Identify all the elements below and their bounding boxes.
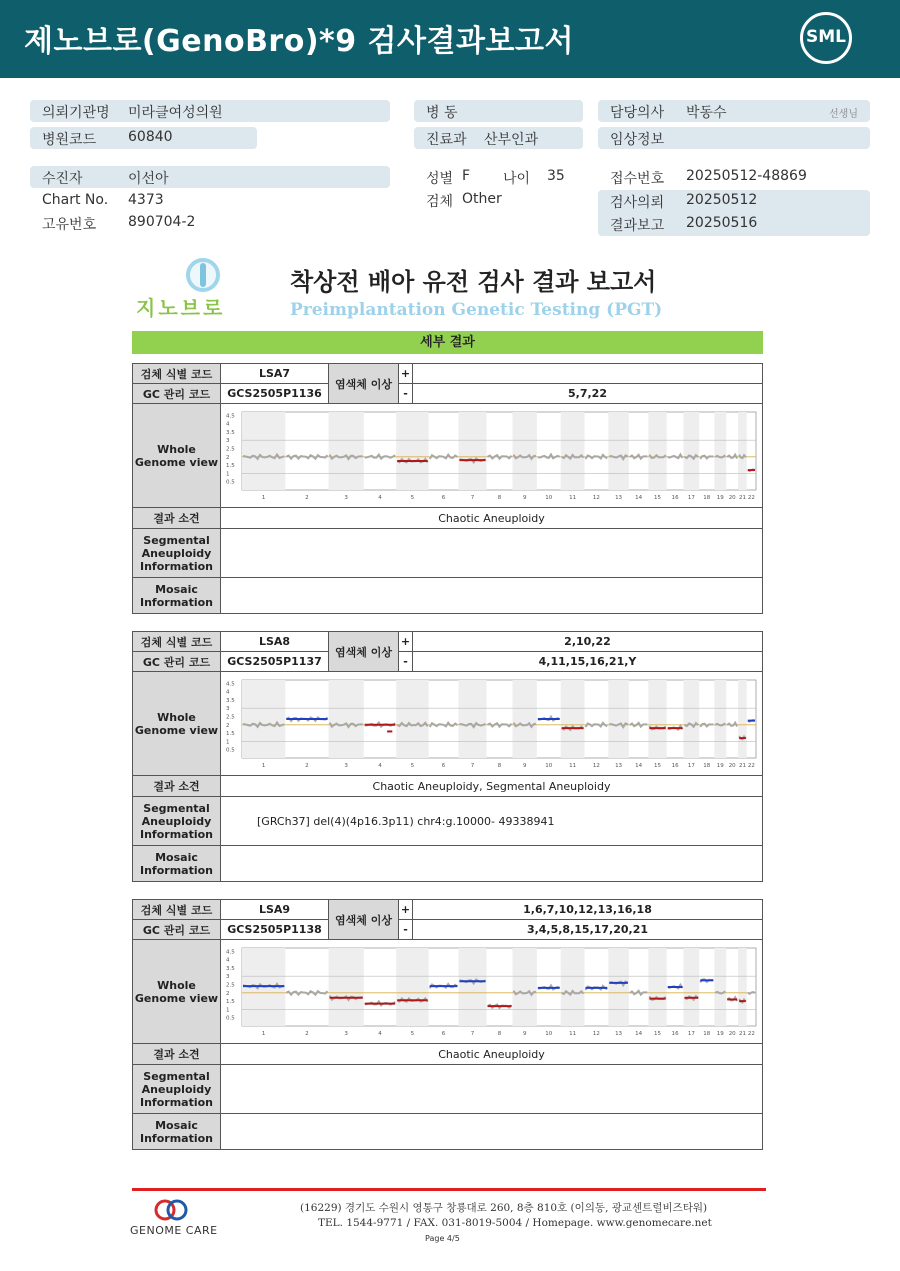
- chromosome-band: [329, 948, 364, 1026]
- x-tick-label: 16: [671, 1031, 679, 1037]
- patient-name-value: 이선아: [128, 171, 169, 187]
- y-tick-label: 4: [226, 689, 230, 696]
- x-tick-label: 19: [716, 495, 724, 501]
- genobro-logo: [134, 258, 246, 318]
- y-tick-label: 4.5: [226, 949, 235, 956]
- specimen-value: Other: [462, 191, 502, 207]
- dna-icon: [200, 263, 206, 287]
- sample-id-label: 검체 식별 코드: [133, 900, 221, 920]
- x-tick-label: 22: [747, 763, 755, 769]
- chromosome-band: [458, 412, 486, 490]
- finding-label: 결과 소견: [133, 508, 221, 529]
- y-tick-label: 1.5: [226, 731, 235, 738]
- chromosome-band: [608, 948, 629, 1026]
- sample-table: [132, 899, 763, 1150]
- x-tick-label: 5: [410, 763, 415, 769]
- y-tick-label: 3.5: [226, 429, 235, 436]
- loss-chromosomes: 3,4,5,8,15,17,20,21: [413, 920, 763, 940]
- sml-logo-text: SML: [806, 27, 846, 47]
- y-tick-label: 4: [226, 957, 230, 964]
- sample-id-label: 검체 식별 코드: [133, 632, 221, 652]
- report-header-bar: [0, 0, 900, 78]
- institution-field: [30, 100, 390, 122]
- x-tick-label: 2: [305, 763, 309, 769]
- doctor-label: 담당의사: [610, 105, 665, 121]
- x-tick-label: 11: [569, 763, 577, 769]
- y-tick-label: 4.5: [226, 413, 235, 420]
- chromosome-band: [396, 680, 428, 758]
- specimen-field: [414, 189, 583, 211]
- finding-value: Chaotic Aneuploidy, Segmental Aneuploidy: [221, 776, 763, 797]
- x-tick-label: 15: [654, 495, 662, 501]
- x-tick-label: 9: [522, 495, 527, 501]
- clinical-info-field: [598, 127, 870, 149]
- footer-contact: TEL. 1544-9771 / FAX. 031-8019-5004 / Homepage. www.genomecare.net: [318, 1217, 712, 1229]
- y-tick-label: 0.5: [226, 747, 235, 754]
- report-date-value: 20250516: [686, 215, 758, 231]
- x-tick-label: 19: [716, 763, 724, 769]
- y-tick-label: 2.5: [226, 446, 235, 453]
- sex-value: F: [462, 168, 471, 184]
- y-tick-label: 3: [226, 438, 230, 445]
- y-tick-label: 3: [226, 974, 230, 981]
- gain-sign: +: [399, 364, 413, 384]
- chromosome-band: [561, 412, 585, 490]
- chromosome-band: [683, 412, 699, 490]
- whole-genome-label: Whole Genome view: [133, 404, 221, 508]
- x-tick-label: 20: [728, 763, 736, 769]
- age-label: 나이: [503, 171, 531, 187]
- whole-genome-chart: [224, 406, 760, 502]
- department-label: 진료과: [426, 132, 467, 148]
- institution-label: 의뢰기관명: [42, 105, 110, 121]
- segmental-value: [221, 1065, 763, 1114]
- chromosome-band: [648, 680, 666, 758]
- chromosome-band: [714, 948, 726, 1026]
- mosaic-label: Mosaic Information: [133, 1114, 221, 1150]
- sample-table: [132, 363, 763, 614]
- x-tick-label: 10: [545, 763, 553, 769]
- chromosome-band: [561, 680, 585, 758]
- x-tick-label: 4: [378, 1031, 382, 1037]
- x-tick-label: 10: [545, 1031, 553, 1037]
- sample-id-label: 검체 식별 코드: [133, 364, 221, 384]
- chromosome-band: [513, 412, 537, 490]
- chromosome-band: [458, 948, 486, 1026]
- sex-label: 성별: [426, 171, 454, 187]
- hospital-code-field: [30, 127, 257, 149]
- chromosome-band: [458, 680, 486, 758]
- y-tick-label: 2.5: [226, 982, 235, 989]
- x-tick-label: 21: [738, 495, 746, 501]
- request-report-field: [598, 190, 870, 236]
- x-tick-label: 13: [615, 495, 623, 501]
- whole-genome-chart-cell: [221, 672, 763, 776]
- sample-block-lsa9: [132, 899, 763, 1150]
- section-title: 세부 결과: [132, 331, 763, 354]
- x-tick-label: 17: [687, 495, 695, 501]
- specimen-label: 검체: [426, 194, 454, 210]
- gain-chromosomes: 1,6,7,10,12,13,16,18: [413, 900, 763, 920]
- ward-field: [414, 100, 583, 122]
- y-tick-label: 2: [226, 722, 230, 729]
- genome-care-icon: [152, 1198, 192, 1222]
- loss-chromosomes: 4,11,15,16,21,Y: [413, 652, 763, 672]
- x-tick-label: 4: [378, 495, 382, 501]
- chromosome-band: [648, 412, 666, 490]
- x-tick-label: 22: [747, 495, 755, 501]
- sample-id-value: LSA7: [221, 364, 329, 384]
- chromosome-band: [608, 680, 629, 758]
- x-tick-label: 5: [410, 495, 415, 501]
- x-tick-label: 20: [728, 1031, 736, 1037]
- request-date-value: 20250512: [686, 192, 758, 208]
- hospital-code-value: 60840: [128, 129, 173, 145]
- x-tick-label: 20: [728, 495, 736, 501]
- y-tick-label: 1: [226, 471, 230, 478]
- request-date-label: 검사의뢰: [610, 195, 665, 211]
- chart-no-label: Chart No.: [42, 192, 109, 208]
- unique-no-label: 고유번호: [42, 217, 97, 233]
- x-tick-label: 12: [592, 763, 600, 769]
- x-tick-label: 9: [522, 763, 527, 769]
- x-tick-label: 15: [654, 763, 662, 769]
- whole-genome-label: Whole Genome view: [133, 672, 221, 776]
- x-tick-label: 1: [261, 763, 266, 769]
- loss-sign: -: [399, 384, 413, 404]
- x-tick-label: 3: [344, 495, 348, 501]
- x-tick-label: 12: [592, 495, 600, 501]
- segmental-label: Segmental Aneuploidy Information: [133, 1065, 221, 1114]
- sml-logo: [800, 12, 852, 64]
- chromosome-band: [683, 680, 699, 758]
- gc-code-label: GC 관리 코드: [133, 920, 221, 940]
- whole-genome-chart: [224, 674, 760, 770]
- report-date-label: 결과보고: [610, 218, 665, 234]
- chromosome-band: [561, 948, 585, 1026]
- clinical-info-label: 임상정보: [610, 132, 665, 148]
- x-tick-label: 13: [615, 1031, 623, 1037]
- report-title: 착상전 배아 유전 검사 결과 보고서: [290, 268, 657, 296]
- chromosome-band: [714, 412, 726, 490]
- x-tick-label: 21: [738, 1031, 746, 1037]
- sex-age-field: [414, 166, 583, 188]
- y-tick-label: 4: [226, 421, 230, 428]
- ward-label: 병 동: [426, 105, 458, 121]
- plot-area: [242, 412, 756, 490]
- age-value: 35: [547, 168, 565, 184]
- chromosome-band: [738, 412, 747, 490]
- loss-sign: -: [399, 920, 413, 940]
- y-tick-label: 3.5: [226, 965, 235, 972]
- sample-id-value: LSA9: [221, 900, 329, 920]
- abnormality-label: 염색체 이상: [329, 364, 399, 404]
- doctor-value: 박동수: [686, 105, 727, 121]
- gc-code-label: GC 관리 코드: [133, 384, 221, 404]
- chromosome-band: [714, 680, 726, 758]
- whole-genome-chart: [224, 942, 760, 1038]
- footer-address: (16229) 경기도 수원시 영통구 창룡대로 260, 8층 810호 (이의동, 광교센트럴비즈타워): [300, 1202, 708, 1214]
- chromosome-band: [648, 948, 666, 1026]
- x-tick-label: 18: [703, 1031, 711, 1037]
- x-tick-label: 12: [592, 1031, 600, 1037]
- report-subtitle: Preimplantation Genetic Testing (PGT): [290, 300, 663, 320]
- x-tick-label: 7: [470, 1031, 475, 1037]
- x-tick-label: 3: [344, 763, 348, 769]
- x-tick-label: 21: [738, 763, 746, 769]
- chromosome-band: [608, 412, 629, 490]
- y-tick-label: 1.5: [226, 999, 235, 1006]
- x-tick-label: 16: [671, 495, 679, 501]
- mosaic-label: Mosaic Information: [133, 578, 221, 614]
- x-tick-label: 14: [635, 763, 643, 769]
- whole-genome-chart-cell: [221, 404, 763, 508]
- chromosome-band: [513, 680, 537, 758]
- y-tick-label: 1.5: [226, 463, 235, 470]
- x-tick-label: 14: [635, 495, 643, 501]
- y-tick-label: 2: [226, 454, 230, 461]
- gain-sign: +: [399, 632, 413, 652]
- sample-block-lsa7: [132, 363, 763, 614]
- department-value: 산부인과: [484, 132, 539, 148]
- patient-name-label: 수진자: [42, 171, 83, 187]
- x-tick-label: 17: [687, 763, 695, 769]
- x-tick-label: 10: [545, 495, 553, 501]
- whole-genome-chart-cell: [221, 940, 763, 1044]
- x-tick-label: 18: [703, 763, 711, 769]
- x-tick-label: 2: [305, 495, 309, 501]
- receipt-no-value: 20250512-48869: [686, 168, 807, 184]
- hospital-code-label: 병원코드: [42, 132, 97, 148]
- y-tick-label: 2.5: [226, 714, 235, 721]
- x-tick-label: 18: [703, 495, 711, 501]
- mosaic-value: [221, 846, 763, 882]
- chromosome-band: [329, 680, 364, 758]
- mosaic-value: [221, 578, 763, 614]
- x-tick-label: 9: [522, 1031, 527, 1037]
- y-tick-label: 3.5: [226, 697, 235, 704]
- gain-chromosomes: 2,10,22: [413, 632, 763, 652]
- x-tick-label: 11: [569, 495, 577, 501]
- chromosome-band: [738, 948, 747, 1026]
- receipt-no-label: 접수번호: [610, 171, 665, 187]
- chart-no-field: [30, 190, 390, 212]
- x-tick-label: 6: [441, 763, 446, 769]
- page-number: Page 4/5: [425, 1234, 460, 1243]
- doctor-field: [598, 100, 870, 122]
- whole-genome-label: Whole Genome view: [133, 940, 221, 1044]
- segmental-label: Segmental Aneuploidy Information: [133, 529, 221, 578]
- finding-value: Chaotic Aneuploidy: [221, 1044, 763, 1065]
- y-tick-label: 4.5: [226, 681, 235, 688]
- gc-code-value: GCS2505P1138: [221, 920, 329, 940]
- finding-label: 결과 소견: [133, 1044, 221, 1065]
- x-tick-label: 8: [497, 495, 502, 501]
- x-tick-label: 2: [305, 1031, 309, 1037]
- loss-chromosomes: 5,7,22: [413, 384, 763, 404]
- gc-code-label: GC 관리 코드: [133, 652, 221, 672]
- receipt-no-field: [598, 166, 870, 188]
- x-tick-label: 17: [687, 1031, 695, 1037]
- chromosome-band: [329, 412, 364, 490]
- unique-no-value: 890704-2: [128, 214, 196, 230]
- chromosome-band: [513, 948, 537, 1026]
- abnormality-label: 염색체 이상: [329, 632, 399, 672]
- x-tick-label: 5: [410, 1031, 415, 1037]
- abnormality-label: 염색체 이상: [329, 900, 399, 940]
- chromosome-band: [242, 680, 285, 758]
- y-tick-label: 3: [226, 706, 230, 713]
- footer-divider: [132, 1188, 766, 1191]
- patient-name-field: [30, 166, 390, 188]
- x-tick-label: 3: [344, 1031, 348, 1037]
- segmental-value: [GRCh37] del(4)(4p16.3p11) chr4:g.10000- 49338941: [221, 797, 763, 846]
- mosaic-value: [221, 1114, 763, 1150]
- genome-care-logo: [130, 1198, 222, 1242]
- x-tick-label: 11: [569, 1031, 577, 1037]
- loss-sign: -: [399, 652, 413, 672]
- gain-chromosomes: [413, 364, 763, 384]
- chart-no-value: 4373: [128, 192, 164, 208]
- x-tick-label: 7: [470, 763, 475, 769]
- y-tick-label: 0.5: [226, 479, 235, 486]
- x-tick-label: 19: [716, 1031, 724, 1037]
- chromosome-band: [242, 412, 285, 490]
- y-tick-label: 0.5: [226, 1015, 235, 1022]
- y-tick-label: 2: [226, 990, 230, 997]
- genobro-logo-text: 지노브로: [136, 296, 226, 320]
- x-tick-label: 6: [441, 495, 446, 501]
- segmental-label: Segmental Aneuploidy Information: [133, 797, 221, 846]
- genome-care-logo-text: GENOME CARE: [130, 1224, 218, 1237]
- x-tick-label: 7: [470, 495, 475, 501]
- mosaic-label: Mosaic Information: [133, 846, 221, 882]
- x-tick-label: 22: [747, 1031, 755, 1037]
- chromosome-band: [396, 412, 428, 490]
- x-tick-label: 8: [497, 763, 502, 769]
- gc-code-value: GCS2505P1137: [221, 652, 329, 672]
- x-tick-label: 14: [635, 1031, 643, 1037]
- sample-block-lsa8: [132, 631, 763, 882]
- finding-value: Chaotic Aneuploidy: [221, 508, 763, 529]
- chromosome-band: [396, 948, 428, 1026]
- gc-code-value: GCS2505P1136: [221, 384, 329, 404]
- x-tick-label: 1: [261, 495, 266, 501]
- segmental-value: [221, 529, 763, 578]
- institution-value: 미라클여성의원: [128, 105, 223, 121]
- unique-no-field: [30, 212, 390, 234]
- sample-table: [132, 631, 763, 882]
- finding-label: 결과 소견: [133, 776, 221, 797]
- gain-sign: +: [399, 900, 413, 920]
- doctor-suffix: 선생님: [829, 109, 858, 120]
- x-tick-label: 15: [654, 1031, 662, 1037]
- x-tick-label: 1: [261, 1031, 266, 1037]
- chromosome-band: [683, 948, 699, 1026]
- y-tick-label: 1: [226, 1007, 230, 1014]
- department-field: [414, 127, 583, 149]
- x-tick-label: 6: [441, 1031, 446, 1037]
- report-header-title: 제노브로(GenoBro)*9 검사결과보고서: [24, 24, 574, 59]
- x-tick-label: 8: [497, 1031, 502, 1037]
- x-tick-label: 16: [671, 763, 679, 769]
- chromosome-band: [738, 680, 747, 758]
- sample-id-value: LSA8: [221, 632, 329, 652]
- y-tick-label: 1: [226, 739, 230, 746]
- x-tick-label: 13: [615, 763, 623, 769]
- x-tick-label: 4: [378, 763, 382, 769]
